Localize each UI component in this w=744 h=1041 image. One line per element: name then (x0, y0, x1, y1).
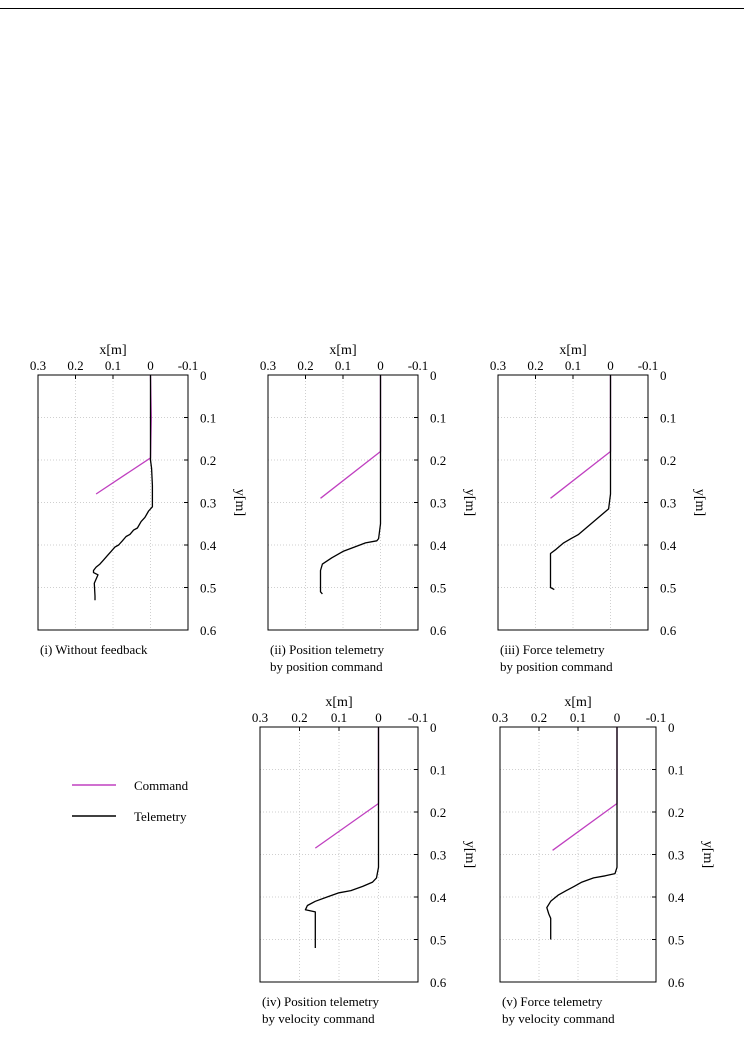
x-axis-label: x[m] (329, 343, 357, 358)
y-tick-label: 0.6 (430, 975, 447, 990)
y-tick-label: 0.1 (430, 762, 447, 778)
y-tick-label: 0.1 (660, 410, 677, 426)
y-tick-label: 0.4 (430, 890, 447, 905)
y-tick-label: 0.1 (200, 410, 217, 426)
x-tick-label: 0.2 (67, 358, 84, 373)
y-axis-label: y[m] (462, 840, 477, 869)
x-tick-label: 0 (377, 358, 384, 373)
x-tick-label: 0.3 (259, 358, 277, 373)
x-tick-label: 0.2 (527, 358, 544, 373)
y-tick-label: 0.1 (668, 762, 685, 778)
y-tick-label: 0.3 (430, 495, 447, 511)
y-axis-label: y[m] (692, 488, 707, 517)
y-tick-label: 0.5 (668, 932, 685, 948)
x-tick-label: 0 (375, 710, 382, 725)
panel-caption-line: (iv) Position telemetry (262, 994, 379, 1009)
x-tick-label: 0 (613, 710, 621, 725)
series-telemetry-line (321, 375, 381, 594)
y-tick-label: 0.2 (200, 453, 217, 468)
panel-caption-line: (v) Force telemetry (502, 994, 603, 1009)
y-tick-label: 0 (660, 368, 667, 383)
x-tick-label: -0.1 (407, 358, 429, 373)
x-axis-label: x[m] (564, 695, 592, 710)
y-tick-label: 0.2 (430, 453, 447, 468)
x-tick-label: 0.2 (297, 358, 314, 373)
y-tick-label: 0.1 (430, 410, 447, 426)
series-telemetry-line (551, 375, 611, 590)
panel-caption-line: (ii) Position telemetry (270, 642, 385, 657)
panel-caption-line: (iii) Force telemetry (500, 642, 605, 657)
legend-label: Command (134, 778, 189, 793)
y-tick-label: 0.4 (668, 890, 685, 905)
x-tick-label: -0.1 (177, 358, 199, 373)
y-tick-label: 0 (430, 368, 437, 383)
panel-caption-line: by position command (500, 659, 613, 674)
y-tick-label: 0.2 (668, 805, 685, 820)
y-tick-label: 0.2 (430, 805, 447, 820)
x-tick-label: 0 (607, 358, 614, 373)
series-telemetry-line (94, 375, 153, 600)
x-tick-label: 0.2 (291, 710, 308, 725)
y-tick-label: 0 (430, 720, 437, 735)
y-tick-label: 0.5 (200, 580, 217, 596)
series-command-line (551, 375, 611, 498)
y-tick-label: 0.5 (430, 580, 447, 596)
y-tick-label: 0.6 (200, 623, 217, 638)
x-axis-label: x[m] (325, 695, 353, 710)
legend (72, 778, 189, 824)
y-tick-label: 0.6 (430, 623, 447, 638)
plot-panel-4 (252, 695, 477, 1026)
x-tick-label: 0.3 (491, 710, 509, 725)
legend-label: Telemetry (134, 809, 187, 824)
panel-caption-line: by position command (270, 659, 383, 674)
y-tick-label: 0.3 (430, 847, 447, 863)
y-tick-label: 0.5 (660, 580, 677, 596)
x-axis-label: x[m] (99, 343, 127, 358)
x-tick-label: 0 (147, 358, 154, 373)
plot-panel-2 (260, 343, 477, 674)
y-tick-label: 0.3 (668, 847, 685, 863)
panel-caption-line: (i) Without feedback (40, 642, 148, 657)
series-command-line (315, 727, 378, 848)
y-tick-label: 0 (668, 720, 675, 735)
series-telemetry-line (305, 727, 378, 948)
x-axis-label: x[m] (559, 343, 587, 358)
y-tick-label: 0.5 (430, 932, 447, 948)
y-tick-label: 0.6 (668, 975, 685, 990)
y-tick-label: 0.6 (660, 623, 677, 638)
plot-panel-5 (492, 695, 715, 1026)
x-tick-label: 0.3 (489, 358, 507, 373)
x-tick-label: 0.3 (29, 358, 47, 373)
x-tick-label: 0.2 (530, 710, 548, 725)
y-tick-label: 0.4 (200, 538, 217, 553)
series-command-line (96, 375, 151, 494)
panel-caption-line: by velocity command (262, 1011, 375, 1026)
x-tick-label: 0.1 (334, 358, 352, 373)
y-axis-label: y[m] (700, 840, 715, 869)
x-tick-label: -0.1 (407, 710, 429, 725)
y-tick-label: 0.4 (660, 538, 677, 553)
x-tick-label: 0.3 (251, 710, 269, 725)
x-tick-label: -0.1 (645, 710, 667, 725)
plot-panel-3 (490, 343, 707, 674)
x-tick-label: 0.1 (564, 358, 582, 373)
y-axis-label: y[m] (232, 488, 247, 517)
series-command-line (553, 727, 617, 850)
x-tick-label: 0.1 (104, 358, 122, 373)
y-tick-label: 0.4 (430, 538, 447, 553)
series-command-line (321, 375, 381, 498)
plot-panel-1 (30, 343, 247, 657)
y-tick-label: 0 (200, 368, 207, 383)
x-tick-label: 0.1 (569, 710, 587, 725)
y-tick-label: 0.2 (660, 453, 677, 468)
x-tick-label: 0.1 (330, 710, 348, 725)
panel-caption-line: by velocity command (502, 1011, 615, 1026)
series-telemetry-line (547, 727, 617, 940)
y-tick-label: 0.3 (200, 495, 217, 511)
x-tick-label: -0.1 (637, 358, 659, 373)
y-tick-label: 0.3 (660, 495, 677, 511)
y-axis-label: y[m] (462, 488, 477, 517)
